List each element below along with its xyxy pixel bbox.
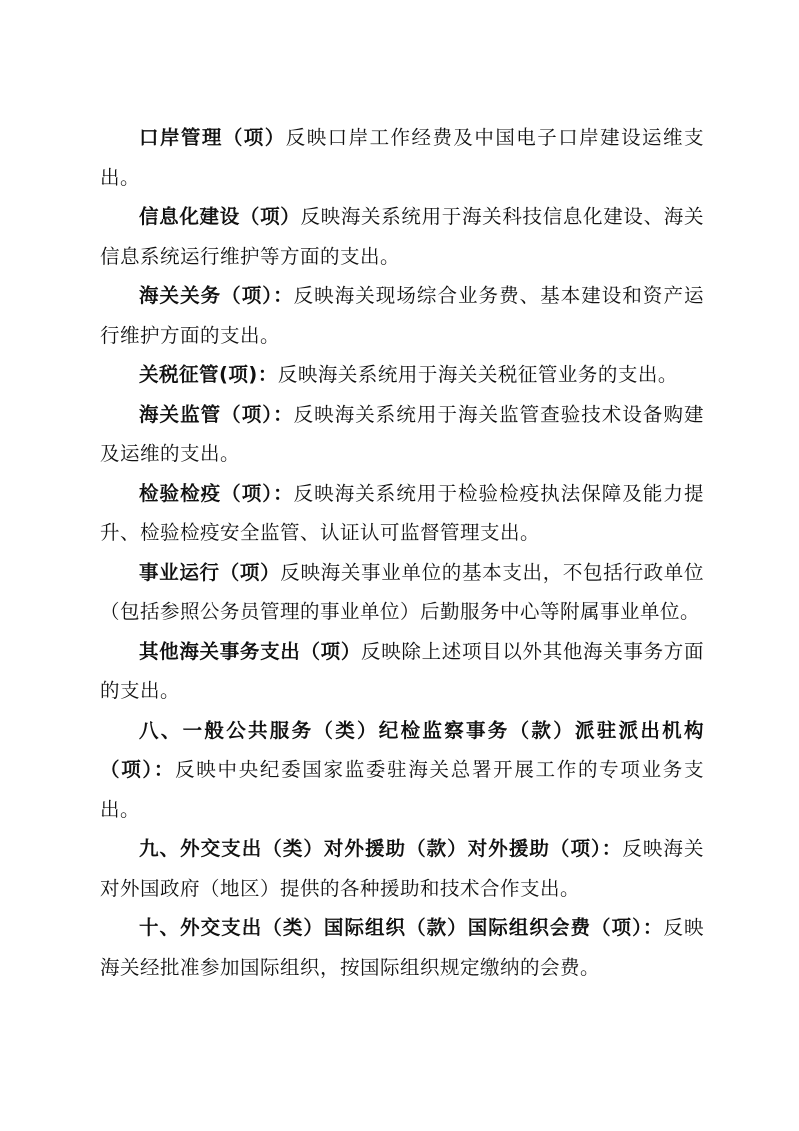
paragraph-port-management bbox=[100, 118, 704, 197]
paragraph-section-nine bbox=[100, 829, 704, 908]
term-heading: 海关关务（项）： bbox=[139, 284, 294, 307]
paragraph-body: 反映海关系统用于检验检疫执法保障及能力提升、检验检疫安全监管、认证认可监督管理支出。 bbox=[100, 481, 704, 544]
term-heading: 其他海关事务支出（项） bbox=[139, 639, 362, 663]
paragraph-tariff-collection bbox=[100, 355, 704, 395]
document-page bbox=[100, 118, 704, 987]
term-heading: 关税征管(项)： bbox=[139, 363, 278, 386]
paragraph-inspection-quarantine bbox=[100, 474, 704, 553]
paragraph-body: 反映海关经批准参加国际组织，按国际组织规定缴纳的会费。 bbox=[100, 916, 704, 979]
paragraph-body: 反映海关事业单位的基本支出，不包括行政单位（包括参照公务员管理的事业单位）后勤服务中心等附属事业单位。 bbox=[100, 560, 704, 623]
paragraph-section-eight bbox=[100, 711, 704, 830]
paragraph-body: 反映海关对外国政府（地区）提供的各种援助和技术合作支出。 bbox=[100, 837, 704, 900]
paragraph-body: 反映口岸工作经费及中国电子口岸建设运维支出。 bbox=[100, 126, 704, 189]
term-heading: 信息化建设（项） bbox=[139, 205, 301, 228]
paragraph-customs-supervision bbox=[100, 395, 704, 474]
paragraph-section-ten bbox=[100, 908, 704, 987]
paragraph-body: 反映除上述项目以外其他海关事务方面的支出。 bbox=[100, 639, 704, 702]
paragraph-body: 反映海关系统用于海关关税征管业务的支出。 bbox=[277, 363, 678, 386]
paragraph-body: 反映海关系统用于海关监管查验技术设备购建及运维的支出。 bbox=[100, 402, 704, 465]
term-heading: 十、外交支出（类）国际组织（款）国际组织会费（项）： bbox=[139, 916, 664, 939]
term-heading: 事业运行（项） bbox=[139, 560, 281, 584]
paragraph-informatization bbox=[100, 197, 704, 276]
paragraph-body: 反映海关现场综合业务费、基本建设和资产运行维护方面的支出。 bbox=[100, 284, 704, 347]
paragraph-body: 反映中央纪委国家监委驻海关总署开展工作的专项业务支出。 bbox=[100, 758, 704, 821]
paragraph-body: 反映海关系统用于海关科技信息化建设、海关信息系统运行维护等方面的支出。 bbox=[100, 205, 704, 268]
term-heading: 八、一般公共服务（类）纪检监察事务（款）派驻派出机构（项）： bbox=[100, 718, 704, 781]
term-heading: 九、外交支出（类）对外援助（款）对外援助（项）： bbox=[139, 837, 623, 860]
term-heading: 海关监管（项）： bbox=[139, 402, 294, 426]
term-heading: 检验检疫（项）： bbox=[139, 481, 294, 505]
paragraph-other-customs bbox=[100, 632, 704, 711]
paragraph-customs-affairs bbox=[100, 276, 704, 355]
paragraph-institution-operation bbox=[100, 553, 704, 632]
term-heading: 口岸管理（项） bbox=[139, 126, 286, 149]
